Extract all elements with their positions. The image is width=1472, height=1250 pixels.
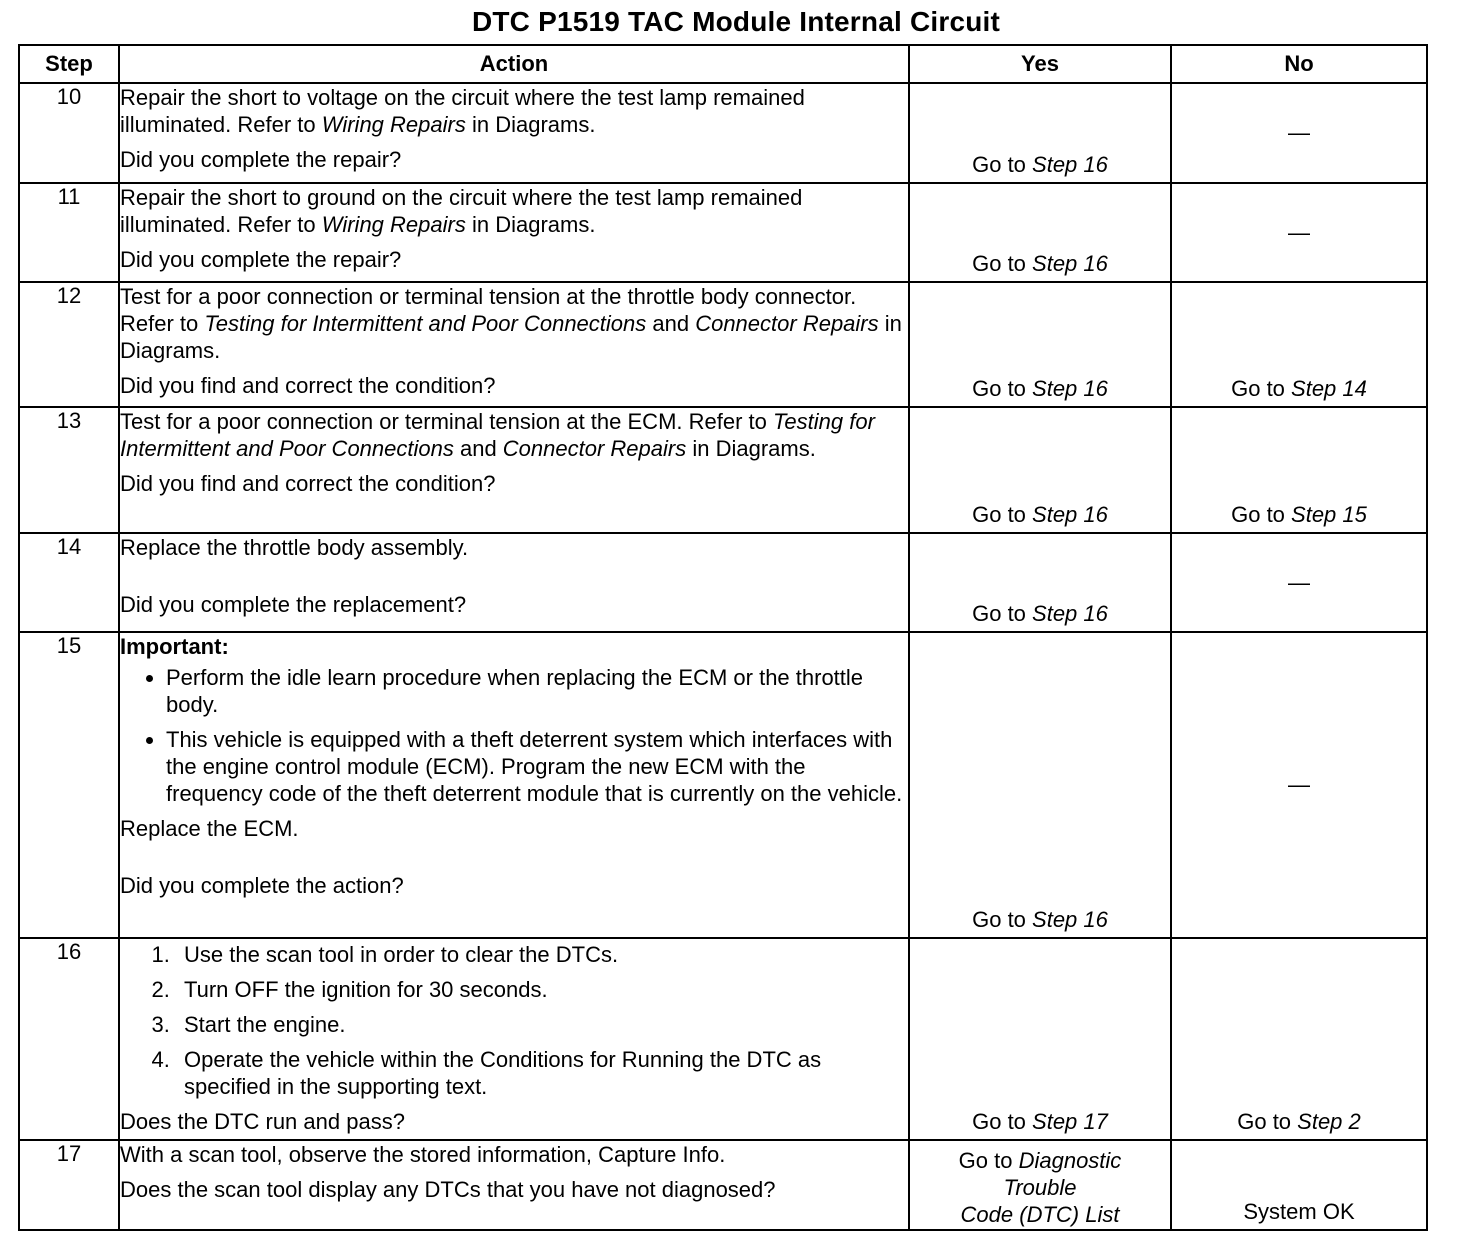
action-cell	[119, 83, 909, 183]
no-answer-dash: —	[1288, 219, 1310, 245]
question-text: Did you find and correct the condition?	[120, 471, 496, 496]
step-number: 14	[19, 533, 119, 632]
list-item: • Perform the idle learn procedure when replacing the ECM or the throttle body.	[166, 664, 908, 718]
list-item: 4. Operate the vehicle within the Conditions for Running the DTC as specified in the supporting text.	[176, 1046, 908, 1100]
yes-answer: Go to Step 16	[972, 376, 1108, 401]
action-cell	[119, 938, 909, 1140]
action-text: Test for a poor connection or terminal tension at the throttle body connector. Refer to Testing for Intermittent and Poor Connections and Connector Repairs in Diagrams.	[120, 284, 902, 363]
question-text: Did you complete the repair?	[120, 247, 402, 272]
question-text: Did you complete the action?	[120, 873, 404, 898]
table-row	[19, 407, 1427, 533]
header-step: Step	[19, 45, 119, 83]
table-row	[19, 1140, 1427, 1230]
question-text: Does the scan tool display any DTCs that you have not diagnosed?	[120, 1177, 776, 1202]
action-text: Repair the short to ground on the circuit where the test lamp remained illuminated. Refer to Wiring Repairs in Diagrams.	[120, 185, 803, 237]
yes-answer: Go to Step 16	[972, 251, 1108, 276]
action-text: With a scan tool, observe the stored information, Capture Info.	[120, 1142, 726, 1167]
step-number: 13	[19, 407, 119, 533]
yes-cell	[909, 83, 1171, 183]
header-no: No	[1171, 45, 1427, 83]
no-cell	[1171, 282, 1427, 407]
step-number: 10	[19, 83, 119, 183]
question-text: Did you complete the repair?	[120, 147, 402, 172]
action-cell	[119, 533, 909, 632]
yes-answer: Go to Step 16	[972, 152, 1108, 177]
table-row	[19, 183, 1427, 282]
list-item: 2. Turn OFF the ignition for 30 seconds.	[176, 976, 908, 1003]
action-text: Replace the throttle body assembly.	[120, 535, 469, 560]
no-cell	[1171, 632, 1427, 938]
action-text: Repair the short to voltage on the circuit where the test lamp remained illuminated. Refer to Wiring Repairs in Diagrams.	[120, 85, 805, 137]
yes-cell	[909, 533, 1171, 632]
action-cell	[119, 1140, 909, 1230]
no-answer-dash: —	[1288, 120, 1310, 145]
no-cell	[1171, 183, 1427, 282]
action-cell	[119, 632, 909, 938]
important-label: Important:	[120, 634, 229, 659]
header-action: Action	[119, 45, 909, 83]
no-answer: Go to Step 2	[1237, 1109, 1361, 1134]
yes-answer: Go to Diagnostic Trouble Code (DTC) List	[958, 1148, 1122, 1227]
question-text: Does the DTC run and pass?	[120, 1109, 405, 1134]
action-cell	[119, 282, 909, 407]
action-cell	[119, 407, 909, 533]
yes-cell	[909, 282, 1171, 407]
yes-answer: Go to Step 17	[972, 1109, 1108, 1134]
table-row	[19, 533, 1427, 632]
no-cell	[1171, 83, 1427, 183]
no-answer-dash: —	[1288, 569, 1310, 595]
yes-cell	[909, 183, 1171, 282]
diagnostic-table	[18, 44, 1428, 1231]
document-title: DTC P1519 TAC Module Internal Circuit	[471, 6, 1001, 37]
yes-cell	[909, 407, 1171, 533]
yes-answer: Go to Step 16	[972, 601, 1108, 626]
no-cell	[1171, 533, 1427, 632]
no-cell	[1171, 1140, 1427, 1230]
action-cell	[119, 183, 909, 282]
header-yes: Yes	[909, 45, 1171, 83]
no-answer: System OK	[1243, 1199, 1355, 1224]
question-text: Did you complete the replacement?	[120, 592, 467, 617]
no-answer-dash: —	[1288, 772, 1310, 797]
action-text: Test for a poor connection or terminal tension at the ECM. Refer to Testing for Intermittent and Poor Connections and Connector Repairs in Diagrams.	[120, 409, 875, 461]
numbered-procedure-list	[120, 941, 908, 1100]
step-number: 16	[19, 938, 119, 1140]
step-number: 11	[19, 183, 119, 282]
action-text: Replace the ECM.	[120, 816, 299, 841]
yes-cell	[909, 1140, 1171, 1230]
important-bullet-list	[120, 664, 908, 807]
no-answer: Go to Step 14	[1231, 376, 1367, 401]
header-row	[19, 45, 1427, 83]
no-cell	[1171, 407, 1427, 533]
list-item: 3. Start the engine.	[176, 1011, 908, 1038]
step-number: 17	[19, 1140, 119, 1230]
no-answer: Go to Step 15	[1231, 502, 1367, 527]
list-item: • This vehicle is equipped with a theft deterrent system which interfaces with the engine control module (ECM). Program the new ECM with the frequency code of the theft deterrent module that is currently on the vehicle.	[166, 726, 908, 807]
no-cell	[1171, 938, 1427, 1140]
step-number: 12	[19, 282, 119, 407]
question-text: Did you find and correct the condition?	[120, 373, 496, 398]
yes-cell	[909, 632, 1171, 938]
table-row	[19, 632, 1427, 938]
yes-answer: Go to Step 16	[972, 502, 1108, 527]
table-row	[19, 938, 1427, 1140]
yes-cell	[909, 938, 1171, 1140]
table-row	[19, 83, 1427, 183]
yes-answer: Go to Step 16	[972, 907, 1108, 932]
step-number: 15	[19, 632, 119, 938]
table-row	[19, 282, 1427, 407]
list-item: 1. Use the scan tool in order to clear the DTCs.	[176, 941, 908, 968]
